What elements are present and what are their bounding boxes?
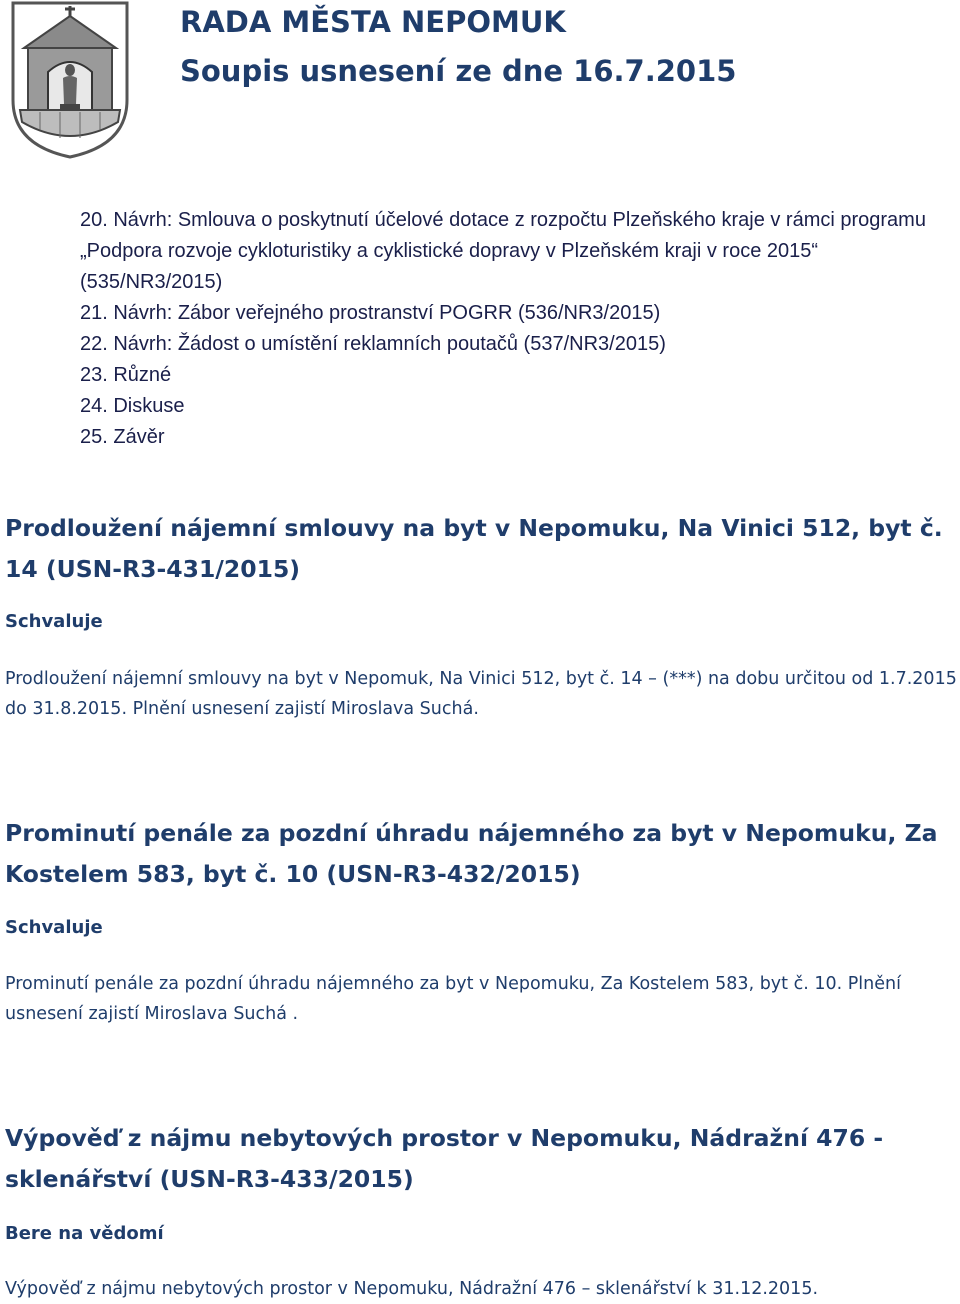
resolution-text: Výpověď z nájmu nebytových prostor v Nepomuku, Nádražní 476 – sklenářství k 31.12.2015. [5, 1279, 819, 1299]
resolution-decision: Bere na vědomí [5, 1223, 164, 1244]
agenda-item: 23. Různé [80, 364, 172, 386]
resolution-title: Prodloužení nájemní smlouvy na byt v Nepomuku, Na Vinici 512, byt č. 14 (USN-R3-431/2015) [5, 514, 943, 583]
coat-of-arms-logo [10, 0, 130, 160]
agenda-item: 22. Návrh: Žádost o umístění reklamních poutačů (537/NR3/2015) [80, 333, 666, 355]
resolution-title: Prominutí penále za pozdní úhradu nájemného za byt v Nepomuku, Za Kostelem 583, byt č. 10 (USN-R3-432/2015) [5, 819, 938, 888]
resolution-decision: Schvaluje [5, 917, 103, 938]
agenda-list [80, 205, 955, 453]
resolution-431 [5, 508, 957, 719]
agenda-item: 24. Diskuse [80, 395, 185, 417]
agenda-item: 25. Závěr [80, 426, 165, 448]
resolution-text: Prodloužení nájemní smlouvy na byt v Nepomuk, Na Vinici 512, byt č. 14 – (***) na dobu určitou od 1.7.2015 do 31.8.2015. Plnění usnesení zajistí Miroslava Suchá. [5, 669, 957, 719]
agenda-item: 21. Návrh: Zábor veřejného prostranství POGRR (536/NR3/2015) [80, 302, 661, 324]
resolution-text: Prominutí penále za pozdní úhradu nájemného za byt v Nepomuku, Za Kostelem 583, byt č. 10. Plnění usnesení zajistí Miroslava Suchá . [5, 974, 901, 1024]
resolution-433 [5, 1118, 955, 1299]
agenda-item: 20. Návrh: Smlouva o poskytnutí účelové dotace z rozpočtu Plzeňského kraje v rámci programu „Podpora rozvoje cykloturistiky a cyklistické dopravy v Plzeňském kraji v roce 2015“ (535/NR3/2015) [80, 209, 926, 293]
resolution-decision: Schvaluje [5, 611, 103, 632]
document-title: Soupis usnesení ze dne 16.7.2015 [180, 54, 737, 88]
resolution-title: Výpověď z nájmu nebytových prostor v Nepomuku, Nádražní 476 - sklenářství (USN-R3-433/2015) [5, 1124, 884, 1193]
council-name: RADA MĚSTA NEPOMUK [180, 5, 566, 39]
resolution-432 [5, 813, 955, 1024]
